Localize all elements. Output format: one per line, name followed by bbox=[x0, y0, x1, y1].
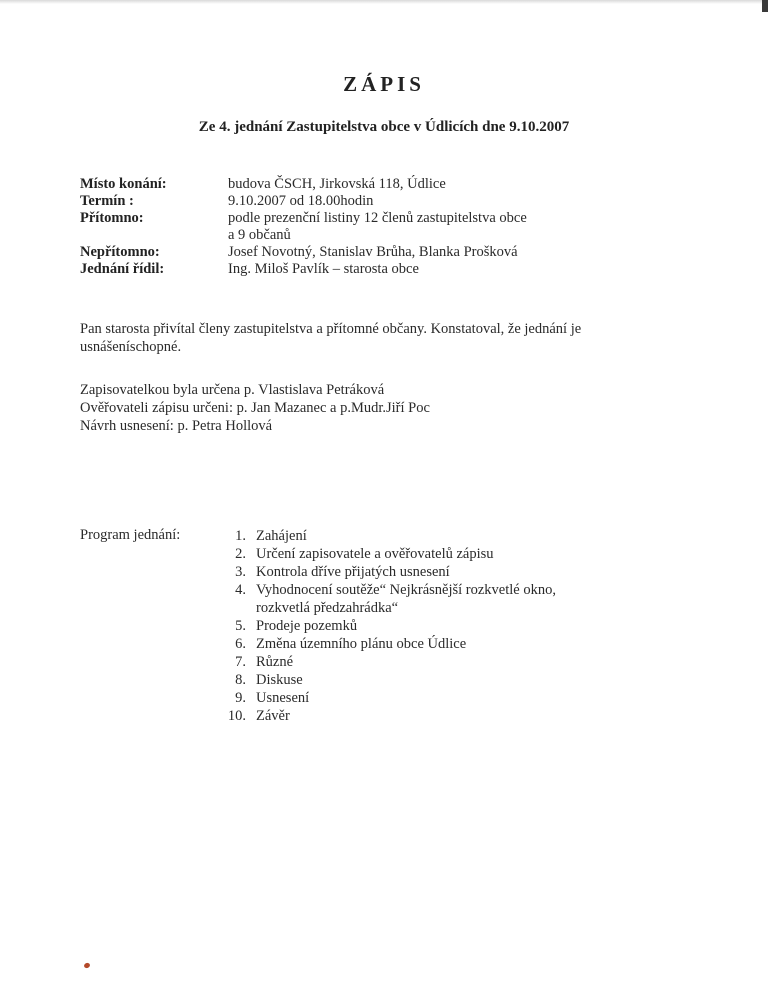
program-item-line: Prodeje pozemků bbox=[256, 618, 358, 634]
program-item bbox=[222, 689, 642, 707]
absent-label: Nepřítomno: bbox=[80, 244, 160, 260]
meeting-info bbox=[80, 176, 680, 278]
info-row-term bbox=[80, 193, 680, 210]
program-item-number: 7. bbox=[235, 654, 246, 670]
ink-speck bbox=[83, 962, 90, 969]
place-label: Místo konání: bbox=[80, 176, 167, 192]
term-value: 9.10.2007 od 18.00hodin bbox=[228, 193, 374, 209]
program-label: Program jednání: bbox=[80, 527, 181, 543]
info-row-chair bbox=[80, 261, 680, 278]
program-item bbox=[222, 671, 642, 689]
program-item-line: Určení zapisovatele a ověřovatelů zápisu bbox=[256, 546, 494, 562]
program-item-text bbox=[256, 689, 642, 707]
program-item-line: Vyhodnocení soutěže“ Nejkrásnější rozkvetlé okno, bbox=[256, 582, 556, 598]
chair-label: Jednání řídil: bbox=[80, 261, 165, 277]
present-value-line: podle prezenční listiny 12 členů zastupitelstva obce bbox=[228, 210, 527, 226]
program-item-text bbox=[256, 527, 642, 545]
program-item-number: 1. bbox=[235, 528, 246, 544]
program-item bbox=[222, 527, 642, 545]
intro-line: usnášeníschopné. bbox=[80, 339, 182, 355]
program-item-number: 5. bbox=[235, 618, 246, 634]
program-item-text bbox=[256, 653, 642, 671]
program-item bbox=[222, 563, 642, 581]
program-item-number: 9. bbox=[235, 690, 246, 706]
info-row-absent bbox=[80, 244, 680, 261]
program-item bbox=[222, 545, 642, 563]
program-item bbox=[222, 653, 642, 671]
roles-paragraph bbox=[80, 381, 680, 435]
program-item-number: 8. bbox=[235, 672, 246, 688]
chair-value: Ing. Miloš Pavlík – starosta obce bbox=[228, 261, 419, 277]
absent-value: Josef Novotný, Stanislav Brůha, Blanka Prošková bbox=[228, 244, 518, 260]
program-item-text bbox=[256, 581, 642, 617]
program-item-text bbox=[256, 617, 642, 635]
recorder-line: Zapisovatelkou byla určena p. Vlastislava Petráková bbox=[80, 382, 385, 398]
program-item-line: Změna územního plánu obce Údlice bbox=[256, 636, 467, 652]
verifiers-line: Ověřovateli zápisu určeni: p. Jan Mazanec a p.Mudr.Jiří Poc bbox=[80, 400, 430, 416]
program-item-number: 2. bbox=[235, 546, 246, 562]
program-item-number: 4. bbox=[235, 582, 246, 598]
document-subtitle: Ze 4. jednání Zastupitelstva obce v Údlicích dne 9.10.2007 bbox=[198, 119, 570, 135]
intro-line: Pan starosta přivítal členy zastupitelstva a přítomné občany. Konstatoval, že jednání je bbox=[80, 321, 582, 337]
place-value: budova ČSCH, Jirkovská 118, Údlice bbox=[228, 176, 446, 192]
program-item-line: Usnesení bbox=[256, 690, 310, 706]
scan-corner-mark bbox=[762, 0, 768, 12]
info-row-present bbox=[80, 210, 680, 244]
program-item-number: 3. bbox=[235, 564, 246, 580]
term-label: Termín : bbox=[80, 193, 134, 209]
program-item bbox=[222, 635, 642, 653]
program-item bbox=[222, 617, 642, 635]
program-item bbox=[222, 581, 642, 617]
program-item-number: 6. bbox=[235, 636, 246, 652]
program-item-number: 10. bbox=[227, 708, 246, 724]
program-item-line: rozkvetlá předzahrádka“ bbox=[256, 600, 399, 616]
program-item bbox=[222, 707, 642, 725]
program-item-line: Závěr bbox=[256, 708, 290, 724]
intro-paragraph bbox=[80, 320, 680, 356]
program-item-line: Různé bbox=[256, 654, 294, 670]
info-row-place bbox=[80, 176, 680, 193]
proposal-line: Návrh usnesení: p. Petra Hollová bbox=[80, 418, 273, 434]
program-item-text bbox=[256, 563, 642, 581]
scan-edge-shadow bbox=[0, 0, 768, 4]
program-item-text bbox=[256, 545, 642, 563]
program-item-line: Kontrola dříve přijatých usnesení bbox=[256, 564, 450, 580]
program-item-text bbox=[256, 707, 642, 725]
program-item-line: Zahájení bbox=[256, 528, 307, 544]
present-value-line: a 9 občanů bbox=[228, 227, 291, 243]
document-title: ZÁPIS bbox=[343, 72, 425, 96]
present-value bbox=[228, 210, 648, 244]
program-item-text bbox=[256, 635, 642, 653]
program-list bbox=[222, 527, 642, 725]
program-item-line: Diskuse bbox=[256, 672, 303, 688]
program-item-text bbox=[256, 671, 642, 689]
present-label: Přítomno: bbox=[80, 210, 144, 226]
